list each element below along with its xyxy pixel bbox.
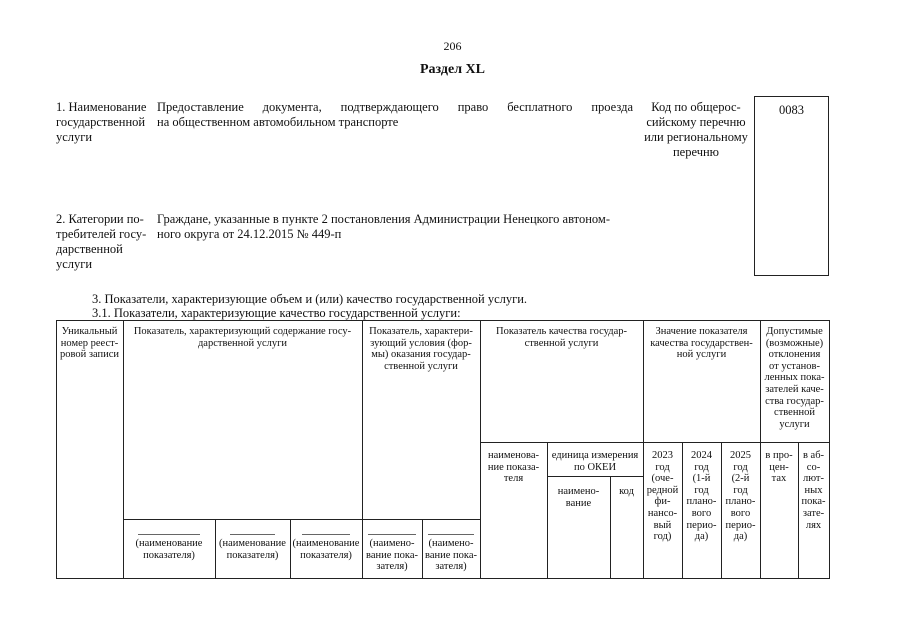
code-label: Код по общерос- сийскому перечню или региональному перечню [644,100,748,159]
header-year-2023: 2023 год (оче- редной фи- нансо- вый год) [646,450,679,543]
content-indicator-name-3: (наименование показателя) [292,538,360,561]
item1-label: 1. Наименование государственной услуги [56,100,147,144]
header-unit-name: наимено- вание [557,486,600,509]
header-deviation-percent: в про- цен- тах [765,450,793,485]
header-year-2024: 2024 год (1-й год плано- вого перио- да) [686,450,717,543]
header-unit-code: код [619,486,634,497]
item31-text: 3.1. Показатели, характеризующие качество государственной услуги: [92,306,461,320]
header-quality-name: наименова- ние показа- теля [487,450,540,485]
header-indicator-value: Значение показателя качества государствен- ной услуги [650,326,753,361]
header-unique-number: Уникальный номер реест- ровой записи [59,326,120,361]
item1-text-line1: Предоставление документа, подтверждающего право бесплатного проезда [157,100,634,114]
page-number: 206 [443,39,462,53]
conditions-indicator-name-1: (наимено- вание пока- зателя) [366,538,418,573]
item2-label: 2. Категории по- требителей госу- дарственной услуги [56,212,147,271]
content-indicator-name-2: (наименование показателя) [219,538,286,561]
header-quality-indicator: Показатель качества государ- ственной услуги [495,326,628,349]
code-value-box [754,96,829,276]
code-value: 0083 [779,103,804,117]
header-conditions-indicator: Показатель, характери- зующий условия (фор- мы) оказания государ- ственной услуги [369,326,473,372]
content-indicator-name-1: (наименование показателя) [135,538,203,561]
item3-text: 3. Показатели, характеризующие объем и (или) качество государственной услуги. [92,292,528,306]
conditions-indicator-name-2: (наимено- вание пока- зателя) [425,538,477,573]
header-deviation-absolute: в аб- со- лют- ных пока- зате- лях [801,450,826,531]
header-year-2025: 2025 год (2-й год плано- вого перио- да) [725,450,756,543]
header-content-indicator: Показатель, характеризующий содержание госу- дарственной услуги [133,326,352,349]
section-title: Раздел XL [419,62,486,77]
header-allowed-deviation: Допустимые (возможные) отклонения от установ- ленных пока- зателей каче- ства государ- ственной услуги [764,326,825,430]
item2-text: Граждане, указанные в пункте 2 постановления Администрации Ненецкого автоном- ного округа от 24.12.2015 № 449-п [157,212,611,241]
item1-text-line2: на общественном автомобильном транспорте [157,115,399,129]
header-okei-unit: единица измерения по ОКЕИ [551,450,639,473]
